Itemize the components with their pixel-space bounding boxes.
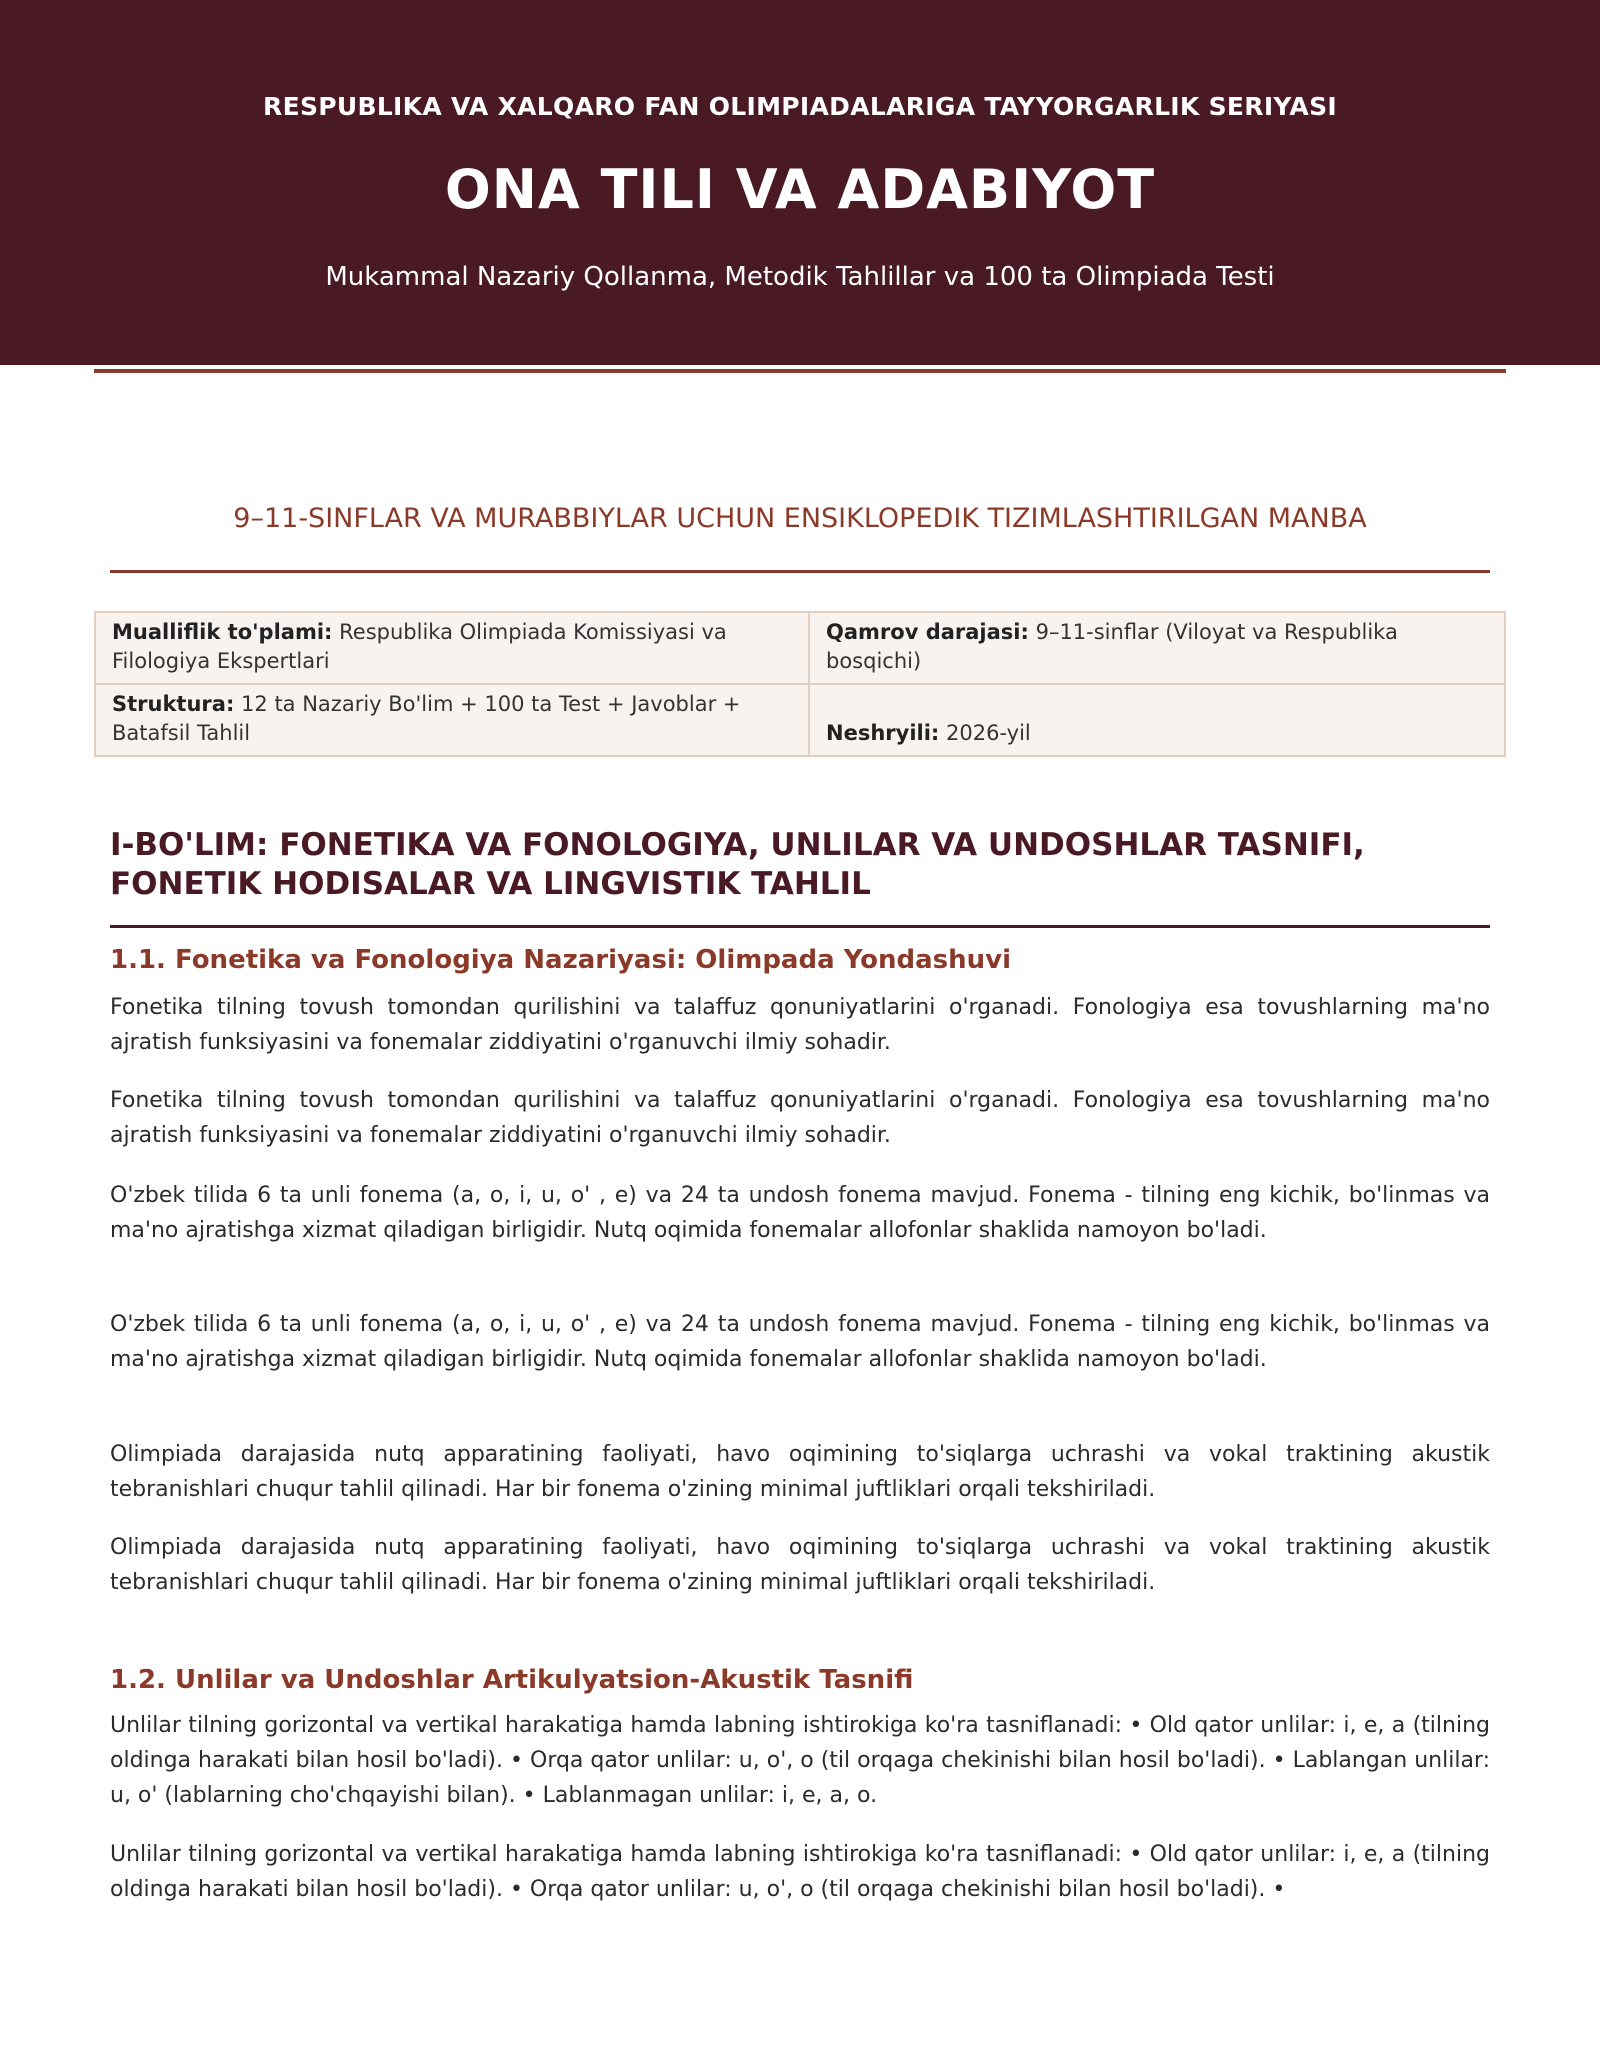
structure-value: 12 ta Nazariy Bo'lim + 100 ta Test + Javoblar + Batafsil Tahlil <box>112 692 741 745</box>
scope-label: Qamrov darajasi: <box>826 620 1029 644</box>
published-cell <box>809 684 1505 756</box>
paragraph: O'zbek tilida 6 ta unli fonema (a, o, i, u, o' , e) va 24 ta undosh fonema mavjud. Fonema - tilning eng kichik, bo'linmas va ma'no ajratishga xizmat qiladigan birligidir. Nutq oqimida fonemalar allofonlar shaklida namoyon bo'ladi. <box>110 1183 1490 1243</box>
paragraph: Fonetika tilning tovush tomondan qurilishini va talaffuz qonuniyatlarini o'rganadi. Fonologiya esa tovushlarning ma'no ajratish funksiyasini va fonemalar ziddiyatini o'rganuvchi ilmiy sohadir. <box>110 995 1490 1055</box>
page-subtitle: Mukammal Nazariy Qollanma, Metodik Tahlillar va 100 ta Olimpiada Testi <box>325 262 1275 292</box>
author-cell <box>95 612 809 684</box>
published-label: Neshryili: <box>826 721 940 745</box>
paragraph: Unlilar tilning gorizontal va vertikal harakatiga hamda labning ishtirokiga ko'ra tasniflanadi: • Old qator unlilar: i, e, a (tilning oldinga harakati bilan hosil bo'ladi). • Orqa qator unlilar: u, o', o (til orqaga chekinishi bilan hosil bo'ladi). • <box>110 1842 1490 1902</box>
structure-cell <box>95 684 809 756</box>
paragraph: Olimpiada darajasida nutq apparatining faoliyati, havo oqimining to'siqlarga uchrashi va vokal traktining akustik tebranishlari chuqur tahlil qilinadi. Har bir fonema o'zining minimal juftliklari orqali tekshiriladi. <box>110 1535 1490 1595</box>
paragraph: O'zbek tilida 6 ta unli fonema (a, o, i, u, o' , e) va 24 ta undosh fonema mavjud. Fonema - tilning eng kichik, bo'linmas va ma'no ajratishga xizmat qiladigan birligidir. Nutq oqimida fonemalar allofonlar shaklida namoyon bo'ladi. <box>110 1312 1490 1372</box>
metadata-table <box>94 611 1506 757</box>
subsection-heading: 1.1. Fonetika va Fonologiya Nazariyasi: Olimpada Yondashuvi <box>110 945 1012 975</box>
paragraph: Unlilar tilning gorizontal va vertikal harakatiga hamda labning ishtirokiga ko'ra tasniflanadi: • Old qator unlilar: i, e, a (tilning oldinga harakati bilan hosil bo'ladi). • Orqa qator unlilar: u, o', o (til orqaga chekinishi bilan hosil bo'ladi). • Lablangan unlilar: u, o' (lablarning cho'chqayishi bilan). • Lablanmagan unlilar: i, e, a, o. <box>110 1713 1490 1808</box>
table-row <box>95 612 1505 684</box>
paragraph: Olimpiada darajasida nutq apparatining faoliyati, havo oqimining to'siqlarga uchrashi va vokal traktining akustik tebranishlari chuqur tahlil qilinadi. Har bir fonema o'zining minimal juftliklari orqali tekshiriladi. <box>110 1442 1490 1502</box>
audience-divider <box>110 570 1490 573</box>
scope-cell <box>809 612 1505 684</box>
header-divider <box>94 369 1506 373</box>
subsection-heading: 1.2. Unlilar va Undoshlar Artikulyatsion-Akustik Tasnifi <box>110 1665 914 1695</box>
series-title: RESPUBLIKA VA XALQARO FAN OLIMPIADALARIGA TAYYORGARLIK SERIYASI <box>263 92 1337 121</box>
author-value: Respublika Olimpiada Komissiyasi va Filologiya Ekspertlari <box>112 620 727 673</box>
section-divider <box>110 925 1490 928</box>
page-title: ONA TILI VA ADABIYOT <box>444 158 1156 221</box>
title-banner <box>0 0 1600 365</box>
paragraph: Fonetika tilning tovush tomondan qurilishini va talaffuz qonuniyatlarini o'rganadi. Fonologiya esa tovushlarning ma'no ajratish funksiyasini va fonemalar ziddiyatini o'rganuvchi ilmiy sohadir. <box>110 1088 1490 1148</box>
published-value: 2026-yil <box>946 721 1031 745</box>
table-row <box>95 684 1505 756</box>
scope-value: 9–11-sinflar (Viloyat va Respublika bosqichi) <box>826 620 1398 673</box>
audience-line: 9–11-SINFLAR VA MURABBIYLAR UCHUN ENSIKLOPEDIK TIZIMLASHTIRILGAN MANBA <box>233 503 1367 534</box>
structure-label: Struktura: <box>112 692 235 716</box>
section-heading: I-BO'LIM: FONETIKA VA FONOLOGIYA, UNLILAR VA UNDOSHLAR TASNIFI, FONETIK HODISALAR VA LINGVISTIK TAHLIL <box>110 827 1365 902</box>
author-label: Mualliflik to'plami: <box>112 620 333 644</box>
